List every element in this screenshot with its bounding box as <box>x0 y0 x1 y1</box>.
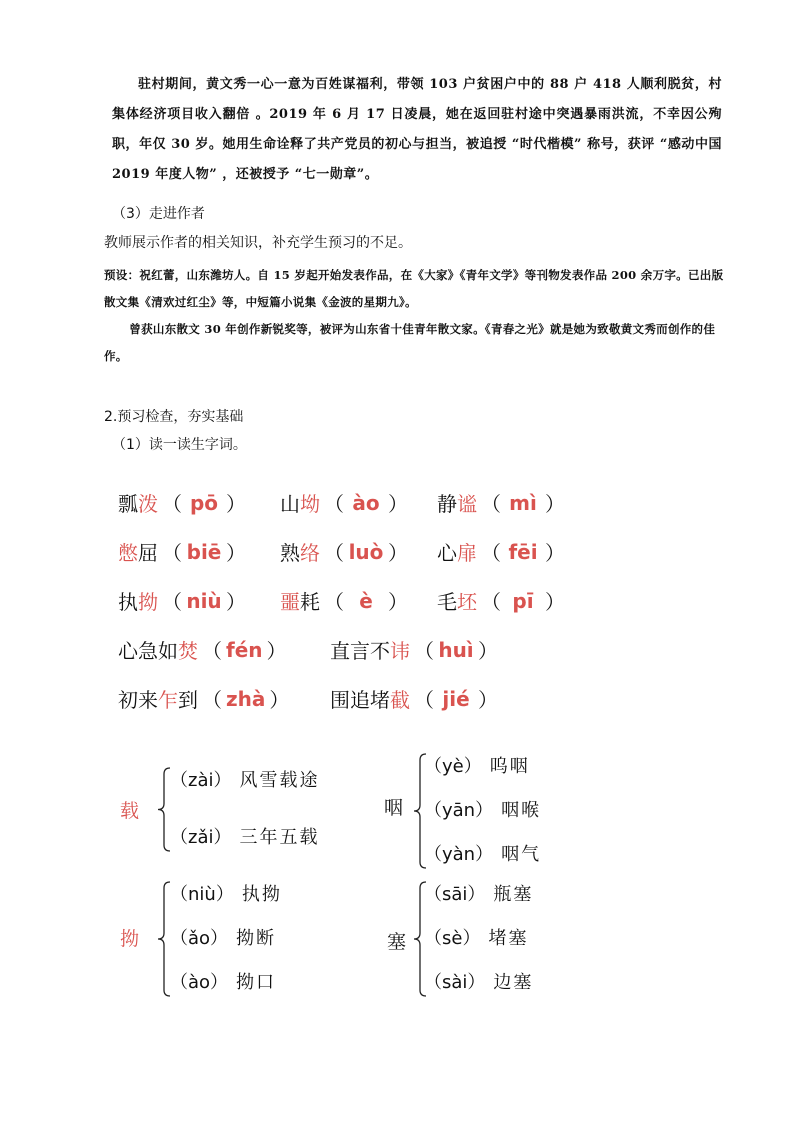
polyphone-reading <box>170 968 276 994</box>
reading-word: 三年五载 <box>239 827 320 848</box>
reading-word: 咽气 <box>501 844 542 865</box>
paren-close: ） <box>226 492 246 516</box>
vocab-char: 耗 <box>300 590 320 614</box>
vocab-item <box>118 488 250 517</box>
vocab-pinyin: pī <box>512 588 534 613</box>
vocab-item <box>118 684 293 713</box>
reading-pinyin: （sāi） <box>424 884 486 905</box>
polyphone-reading <box>424 924 528 950</box>
vocab-char: 静 <box>437 492 457 516</box>
paren-close: ） <box>269 688 290 712</box>
polyphone-reading <box>170 924 276 950</box>
vocab-item <box>118 586 250 615</box>
vocab-highlight-char: 噩 <box>280 590 300 614</box>
polyphone-reading <box>170 766 319 792</box>
vocab-highlight-char: 截 <box>390 688 410 712</box>
paren-open: （ <box>324 492 344 516</box>
vocab-highlight-char: 讳 <box>390 639 410 663</box>
paren-open: （ <box>324 590 344 614</box>
section-2-sub: （1）读一读生字词。 <box>112 437 247 453</box>
paren-open: （ <box>324 541 344 565</box>
paren-open: （ <box>414 639 434 663</box>
reading-word: 呜咽 <box>489 756 530 777</box>
paren-open: （ <box>414 688 434 712</box>
polyphone-reading <box>424 840 541 866</box>
polyphone-char: 载 <box>120 800 140 822</box>
reading-pinyin: （zài） <box>170 770 232 791</box>
paren-open: （ <box>202 639 222 663</box>
vocab-char: 心急如 <box>118 639 178 663</box>
vocab-highlight-char: 扉 <box>457 541 477 565</box>
reading-word: 风雪载途 <box>239 770 320 791</box>
preset-paragraph-2: 曾获山东散文 30 年创作新锐奖等，被评为山东省十佳青年散文家。《青春之光》就是她为致敬黄文秀而创作的佳作。 <box>104 322 716 363</box>
polyphone-reading <box>424 968 533 994</box>
vocab-pinyin: pō <box>189 490 219 515</box>
polyphone-char: 塞 <box>387 931 407 953</box>
reading-word: 瓶塞 <box>493 884 534 905</box>
vocab-pinyin: huì <box>438 637 474 662</box>
section-3-heading: （3）走进作者 <box>112 206 205 222</box>
vocab-char: 直言不 <box>330 639 390 663</box>
section-2-heading: 2.预习检查，夯实基础 <box>104 409 244 425</box>
paren-close: ） <box>545 541 565 565</box>
reading-word: 堵塞 <box>488 928 529 949</box>
polyphone-char: 咽 <box>384 797 404 819</box>
reading-pinyin: （sè） <box>424 928 481 949</box>
paren-open: （ <box>481 492 501 516</box>
vocab-item <box>330 635 502 664</box>
vocab-char: 到 <box>178 688 198 712</box>
vocab-char: 熟 <box>280 541 300 565</box>
paren-close: ） <box>478 639 498 663</box>
vocab-item <box>280 488 412 517</box>
intro-paragraph: 驻村期间，黄文秀一心一意为百姓谋福利，带领 103 户贫困户中的 88 户 418 人顺利脱贫，村集体经济项目收入翻倍 。2019 年 6 月 17 日凌晨，她在返回驻村途中突遇暴雨洪流，不幸因公殉职，年仅 30 岁。她用生命诠释了共产党员的初心与担当，被追授 “时代楷模” 称号，获评 “感动中国 2019 年度人物” ，还被授予 “七一勋章”。 <box>112 77 722 182</box>
vocab-pinyin: niù <box>186 588 222 613</box>
vocab-char: 初来 <box>118 688 158 712</box>
vocab-pinyin: biē <box>186 539 222 564</box>
paren-close: ） <box>545 492 565 516</box>
section-3-text: 教师展示作者的相关知识，补充学生预习的不足。 <box>104 235 412 251</box>
reading-pinyin: （ǎo） <box>170 928 229 949</box>
paren-close: ） <box>226 590 246 614</box>
paren-open: （ <box>162 492 182 516</box>
vocab-pinyin: mì <box>509 490 537 515</box>
vocab-item <box>437 537 569 566</box>
vocab-highlight-char: 憋 <box>118 541 138 565</box>
vocab-item <box>437 488 569 517</box>
vocab-pinyin: fēi <box>508 539 538 564</box>
vocab-pinyin: fén <box>226 637 263 662</box>
vocab-char: 执 <box>118 590 138 614</box>
paren-close: ） <box>388 541 408 565</box>
vocab-pinyin: jié <box>442 686 470 711</box>
vocab-highlight-char: 谧 <box>457 492 477 516</box>
paren-open: （ <box>481 590 501 614</box>
reading-pinyin: （ào） <box>170 972 229 993</box>
reading-word: 拗断 <box>236 928 277 949</box>
polyphone-reading <box>424 880 533 906</box>
paren-open: （ <box>162 541 182 565</box>
vocab-item <box>437 586 569 615</box>
reading-pinyin: （yè） <box>424 756 482 777</box>
vocab-highlight-char: 络 <box>300 541 320 565</box>
vocab-highlight-char: 坳 <box>300 492 320 516</box>
polyphone-reading <box>170 880 282 906</box>
vocab-pinyin: ào <box>352 490 380 515</box>
vocab-highlight-char: 坯 <box>457 590 477 614</box>
vocab-char: 毛 <box>437 590 457 614</box>
preset-paragraph: 预设：祝红蕾，山东潍坊人。自 15 岁起开始发表作品，在《大家》《青年文学》等刊物发表作品 200 余万字。已出版散文集《清欢过红尘》等，中短篇小说集《金波的星期九》。 <box>104 268 724 309</box>
vocab-highlight-char: 焚 <box>178 639 198 663</box>
reading-pinyin: （yàn） <box>424 844 494 865</box>
polyphone-char: 拗 <box>120 928 140 950</box>
polyphone-reading <box>424 796 541 822</box>
paren-close: ） <box>226 541 246 565</box>
paren-close: ） <box>266 639 287 663</box>
reading-word: 执拗 <box>241 884 282 905</box>
vocab-item <box>280 586 412 615</box>
vocab-pinyin: zhà <box>226 686 266 711</box>
vocab-char: 屈 <box>138 541 158 565</box>
reading-word: 边塞 <box>493 972 534 993</box>
vocab-char: 围追堵 <box>330 688 390 712</box>
vocab-item <box>280 537 412 566</box>
vocab-highlight-char: 乍 <box>158 688 178 712</box>
vocab-char: 心 <box>437 541 457 565</box>
reading-pinyin: （niù） <box>170 884 234 905</box>
paren-close: ） <box>388 492 408 516</box>
vocab-item <box>330 684 502 713</box>
vocab-item <box>118 635 291 664</box>
polyphone-reading <box>424 752 530 778</box>
reading-pinyin: （sài） <box>424 972 486 993</box>
paren-close: ） <box>388 590 408 614</box>
vocab-char: 山 <box>280 492 300 516</box>
vocab-pinyin: luò <box>348 539 384 564</box>
vocab-pinyin: è <box>359 588 373 613</box>
reading-word: 拗口 <box>236 972 277 993</box>
paren-close: ） <box>478 688 498 712</box>
vocab-item <box>118 537 250 566</box>
reading-pinyin: （zǎi） <box>170 827 232 848</box>
vocab-char: 瓢 <box>118 492 138 516</box>
paren-open: （ <box>162 590 182 614</box>
paren-open: （ <box>481 541 501 565</box>
vocab-highlight-char: 泼 <box>138 492 158 516</box>
paren-close: ） <box>545 590 565 614</box>
polyphone-reading <box>170 823 319 849</box>
paren-open: （ <box>202 688 222 712</box>
reading-pinyin: （yān） <box>424 800 494 821</box>
vocab-highlight-char: 拗 <box>138 590 158 614</box>
reading-word: 咽喉 <box>501 800 542 821</box>
